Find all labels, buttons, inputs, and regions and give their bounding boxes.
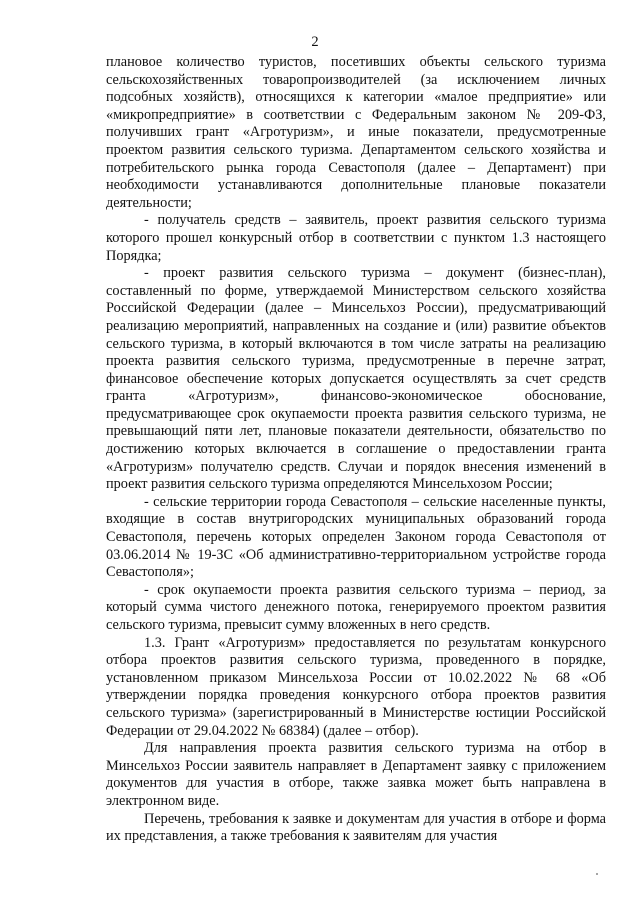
paragraph-recipient-definition: - получатель средств – заявитель, проект развития сельского туризма которого прошел конкурсный отбор в соответствии с пунктом 1.3 настоящего Порядка; bbox=[106, 212, 606, 264]
paragraph-section-1-3: 1.3. Грант «Агротуризм» предоставляется по результатам конкурсного отбора проектов развития сельского туризма, проведенного в порядке, установленном приказом Минсельхоза России от 10.02.2022 № 68 «Об утверждении порядка проведения конкурсного отбора проектов развития сельского туризма» (зарегистрированный в Министерстве юстиции Российской Федерации от 29.04.2022 № 68384) (далее – отбор). bbox=[106, 634, 606, 739]
page-number: 2 bbox=[311, 34, 319, 50]
paragraph-planned-indicators: плановое количество туристов, посетивших объекты сельского туризма сельскохозяйственных товаропроизводителей (за исключением личных подсобных хозяйств), относящихся к категории «малое предприятие» или «микропредприятие» в соответствии с Федеральным законом № 209-ФЗ, получивших грант «Агротуризм», и иные показатели, предусмотренные проектом развития сельского туризма. Департаментом сельского хозяйства и потребительского рынка города Севастополя (далее – Департамент) при необходимости устанавливаются дополнительные плановые показатели деятельности; bbox=[106, 54, 606, 211]
paragraph-payback-period-definition: - срок окупаемости проекта развития сельского туризма – период, за который сумма чистого денежного потока, генерируемого проектом развития сельского туризма, превысит сумму вложенных в него средств. bbox=[106, 581, 606, 633]
paragraph-requirements-list: Перечень, требования к заявке и документам для участия в отборе и форма их представления, а также требования к заявителям для участия bbox=[106, 810, 606, 845]
paragraph-rural-territories-definition: - сельские территории города Севастополя – сельские населенные пункты, входящие в состав внутригородских муниципальных образований города Севастополя, перечень которых определен Законом города Севастополя от 03.06.2014 № 19-ЗС «Об административно-территориальном устройстве города Севастополя»; bbox=[106, 493, 606, 581]
document-body bbox=[106, 54, 606, 846]
paragraph-project-definition: - проект развития сельского туризма – документ (бизнес-план), составленный по форме, утверждаемой Министерством сельского хозяйства Российской Федерации (далее – Минсельхоз России), предусматривающий реализацию мероприятий, направленных на создание и (или) развитие объектов сельского туризма, в который включаются в том числе затраты на реализацию проекта развития сельского туризма, предусмотренные в перечне затрат, финансовое обеспечение которых допускается осуществлять за счет средств гранта «Агротуризм», финансово-экономическое обоснование, предусматривающее срок окупаемости проекта развития сельского туризма, не превышающий пяти лет, плановые показатели деятельности, обязательство по достижению которых включается в соглашение о предоставлении гранта «Агротуризм» получателю средств. Случаи и порядок внесения изменений в проект развития сельского туризма определяются Минсельхозом России; bbox=[106, 265, 606, 493]
paragraph-application-submission: Для направления проекта развития сельского туризма на отбор в Минсельхоз России заявитель направляет в Департамент заявку с приложением документов для участия в отборе, также заявка может быть направлена в электронном виде. bbox=[106, 740, 606, 809]
scan-artifact-dot bbox=[596, 873, 598, 875]
